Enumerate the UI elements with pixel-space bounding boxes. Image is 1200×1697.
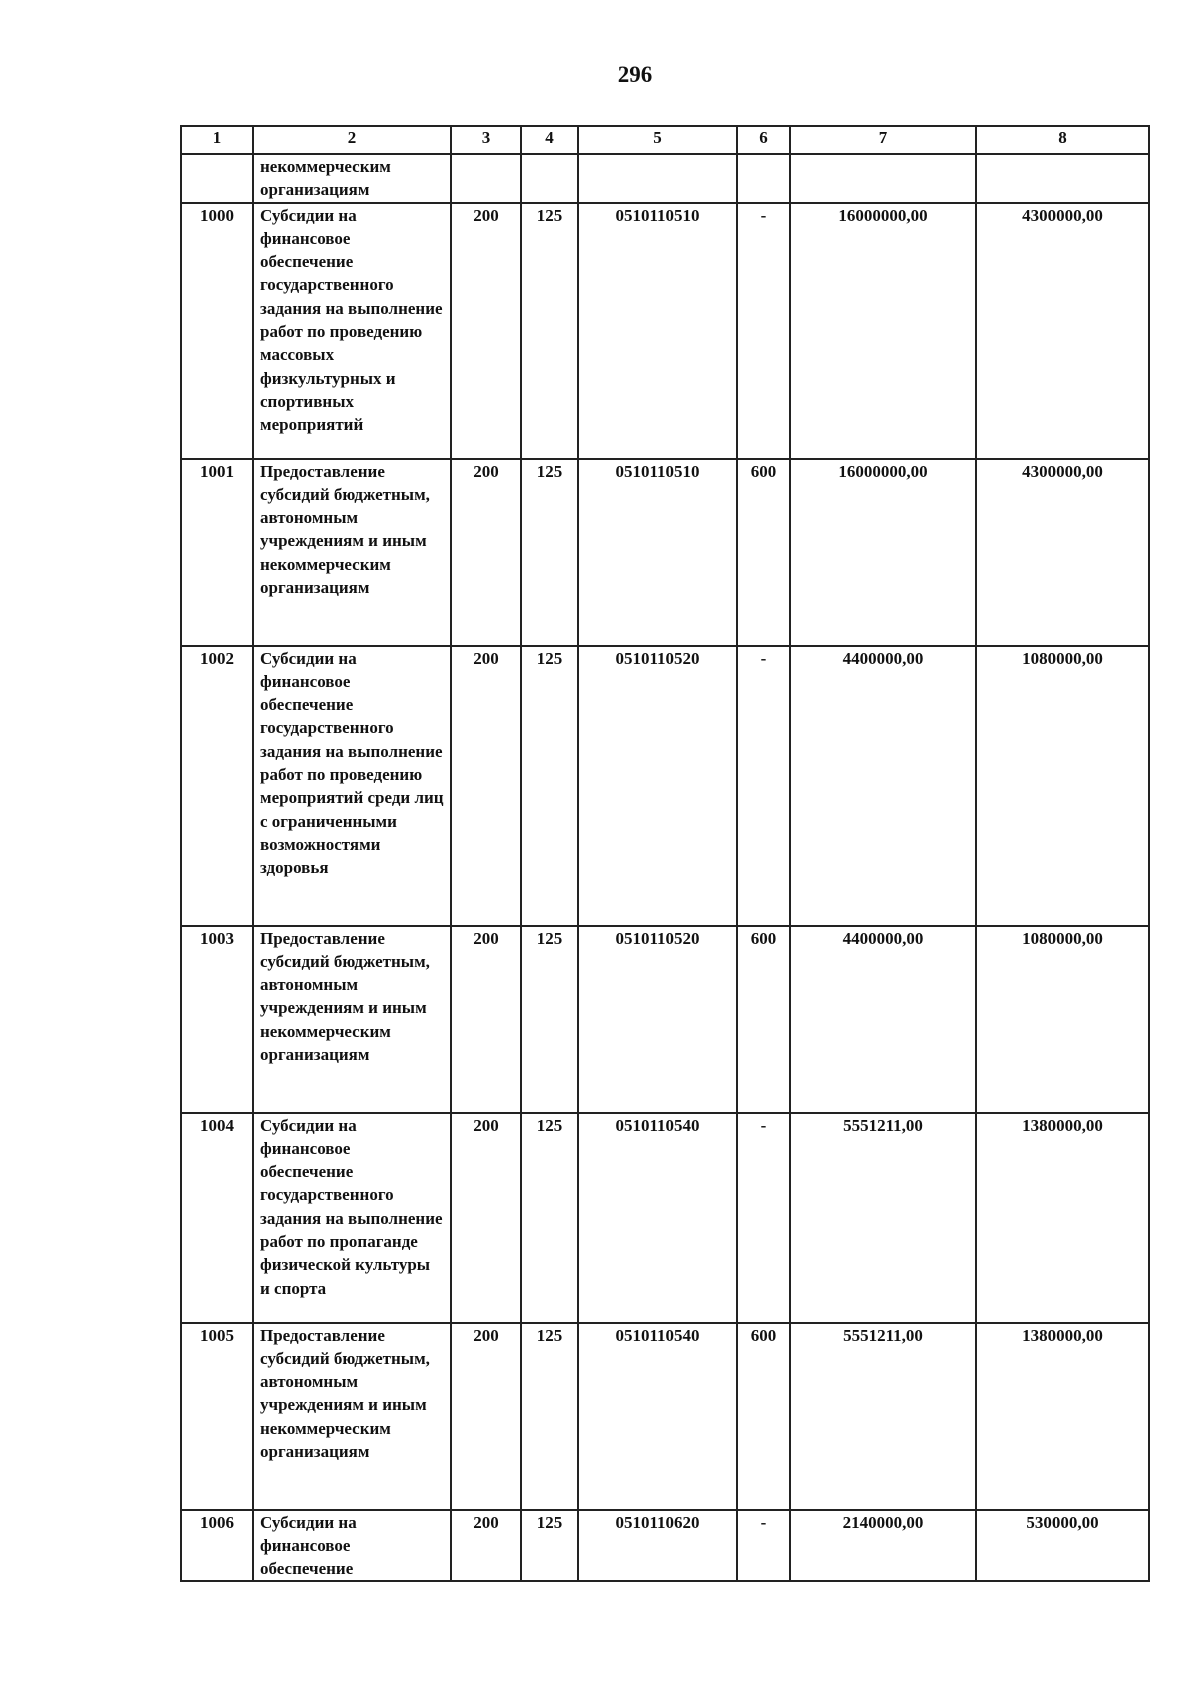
row-name-cell: Субсидии на финансовое обеспечение государственного задания на выполнение работ по проведению массовых физкультурных и спортивных мероприятий xyxy=(253,203,451,459)
row-col6-cell: - xyxy=(737,1113,790,1323)
row-code-cell: 1000 xyxy=(181,203,253,459)
row-col4-cell: 125 xyxy=(521,203,578,459)
row-name-cell: Предоставление субсидий бюджетным, автономным учреждениям и иным некоммерческим организациям xyxy=(253,1323,451,1510)
row-col7-cell: 16000000,00 xyxy=(790,203,976,459)
row-code-cell: 1001 xyxy=(181,459,253,646)
row-code-cell: 1002 xyxy=(181,646,253,926)
row-col8-cell: 1380000,00 xyxy=(976,1113,1149,1323)
table-header xyxy=(181,126,1149,154)
header-col-2: 2 xyxy=(253,126,451,154)
row-col4-cell: 125 xyxy=(521,459,578,646)
row-col3-cell: 200 xyxy=(451,926,521,1113)
header-col-5: 5 xyxy=(578,126,737,154)
table-row xyxy=(181,459,1149,646)
table-row xyxy=(181,1323,1149,1510)
row-col8-cell: 1080000,00 xyxy=(976,926,1149,1113)
row-name-cell: некоммерческим организациям xyxy=(253,154,451,203)
row-col6-cell: 600 xyxy=(737,1323,790,1510)
row-col6-cell: 600 xyxy=(737,459,790,646)
row-name-cell: Предоставление субсидий бюджетным, автономным учреждениям и иным некоммерческим организациям xyxy=(253,459,451,646)
row-col8-cell: 4300000,00 xyxy=(976,203,1149,459)
row-col3-cell: 200 xyxy=(451,1510,521,1582)
row-code-cell: 1005 xyxy=(181,1323,253,1510)
row-col5-cell: 0510110620 xyxy=(578,1510,737,1582)
row-col5-cell: 0510110510 xyxy=(578,203,737,459)
row-col5-cell: 0510110540 xyxy=(578,1323,737,1510)
row-col4-cell xyxy=(521,154,578,203)
row-col7-cell: 16000000,00 xyxy=(790,459,976,646)
row-col6-cell: - xyxy=(737,646,790,926)
page-number: 296 xyxy=(617,62,653,87)
header-col-3: 3 xyxy=(451,126,521,154)
header-col-8: 8 xyxy=(976,126,1149,154)
table-row xyxy=(181,203,1149,459)
row-col6-cell: - xyxy=(737,1510,790,1582)
row-col7-cell: 4400000,00 xyxy=(790,926,976,1113)
header-col-7: 7 xyxy=(790,126,976,154)
header-col-4: 4 xyxy=(521,126,578,154)
header-col-1: 1 xyxy=(181,126,253,154)
row-col8-cell: 1080000,00 xyxy=(976,646,1149,926)
row-col6-cell: - xyxy=(737,203,790,459)
row-col8-cell: 1380000,00 xyxy=(976,1323,1149,1510)
row-col8-cell: 4300000,00 xyxy=(976,459,1149,646)
row-code-cell: 1003 xyxy=(181,926,253,1113)
table-row xyxy=(181,154,1149,203)
budget-table xyxy=(180,125,1150,1582)
row-col3-cell: 200 xyxy=(451,646,521,926)
row-col5-cell: 0510110510 xyxy=(578,459,737,646)
row-col5-cell: 0510110520 xyxy=(578,926,737,1113)
row-col7-cell: 5551211,00 xyxy=(790,1323,976,1510)
row-code-cell xyxy=(181,154,253,203)
row-col5-cell xyxy=(578,154,737,203)
row-name-cell: Субсидии на финансовое обеспечение государственного задания на выполнение работ по проведению мероприятий среди лиц с ограниченными возможностями здоровья xyxy=(253,646,451,926)
table-body xyxy=(181,154,1149,1581)
row-col4-cell: 125 xyxy=(521,1510,578,1582)
row-col7-cell xyxy=(790,154,976,203)
row-col6-cell xyxy=(737,154,790,203)
row-col3-cell: 200 xyxy=(451,459,521,646)
row-col3-cell: 200 xyxy=(451,203,521,459)
table-row xyxy=(181,1113,1149,1323)
header-col-6: 6 xyxy=(737,126,790,154)
row-code-cell: 1004 xyxy=(181,1113,253,1323)
row-col5-cell: 0510110540 xyxy=(578,1113,737,1323)
row-col4-cell: 125 xyxy=(521,646,578,926)
row-code-cell: 1006 xyxy=(181,1510,253,1582)
table-row xyxy=(181,1510,1149,1582)
table-row xyxy=(181,926,1149,1113)
row-col3-cell: 200 xyxy=(451,1323,521,1510)
row-col3-cell xyxy=(451,154,521,203)
table-row xyxy=(181,646,1149,926)
row-name-cell: Субсидии на финансовое обеспечение государственного задания на выполнение работ по пропаганде физической культуры и спорта xyxy=(253,1113,451,1323)
row-col4-cell: 125 xyxy=(521,1113,578,1323)
row-col8-cell xyxy=(976,154,1149,203)
row-col6-cell: 600 xyxy=(737,926,790,1113)
row-col8-cell: 530000,00 xyxy=(976,1510,1149,1582)
row-col7-cell: 4400000,00 xyxy=(790,646,976,926)
row-col4-cell: 125 xyxy=(521,926,578,1113)
row-col3-cell: 200 xyxy=(451,1113,521,1323)
row-col7-cell: 5551211,00 xyxy=(790,1113,976,1323)
row-col7-cell: 2140000,00 xyxy=(790,1510,976,1582)
row-col4-cell: 125 xyxy=(521,1323,578,1510)
row-name-cell: Предоставление субсидий бюджетным, автономным учреждениям и иным некоммерческим организациям xyxy=(253,926,451,1113)
row-name-cell: Субсидии на финансовое обеспечение xyxy=(253,1510,451,1582)
header-row xyxy=(181,126,1149,154)
row-col5-cell: 0510110520 xyxy=(578,646,737,926)
